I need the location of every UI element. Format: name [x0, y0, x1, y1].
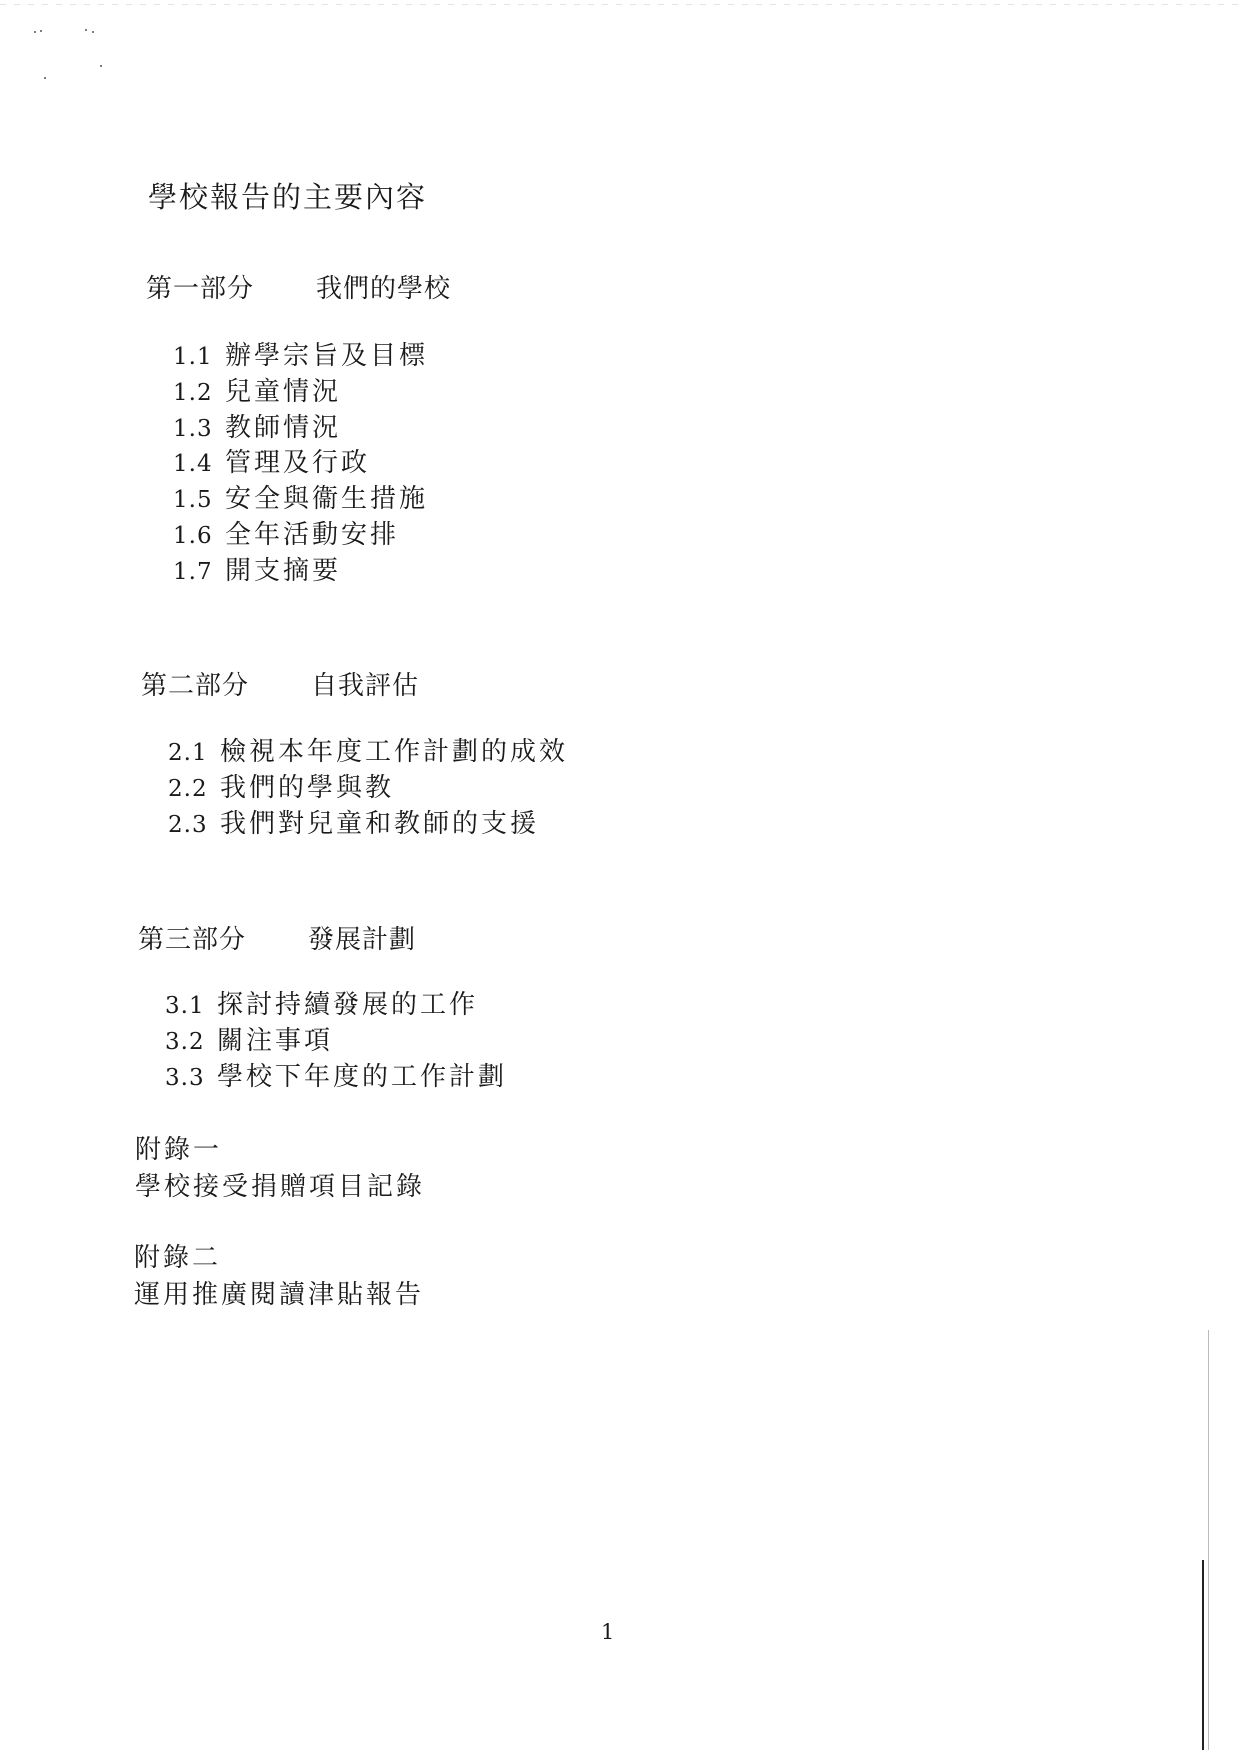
section-part-label: 第一部分 [146, 274, 255, 304]
list-item [173, 554, 428, 590]
section-heading-1 [146, 268, 451, 305]
list-item [165, 1060, 507, 1096]
item-text: 我們對兒童和教師的支援 [220, 808, 540, 839]
item-text: 安全與衞生措施 [225, 484, 429, 515]
section-3-item-list [165, 988, 507, 1095]
appendix-1 [135, 1132, 425, 1206]
item-text: 辦學宗旨及目標 [225, 341, 429, 371]
item-number: 2.1 [168, 740, 208, 766]
item-text: 關注事項 [217, 1025, 334, 1056]
list-item [173, 482, 428, 518]
section-2-item-list [168, 735, 568, 842]
section-name: 發展計劃 [308, 925, 417, 955]
list-item [168, 807, 568, 843]
scan-edge-right-faint [1208, 1330, 1209, 1750]
item-number: 1.5 [173, 487, 213, 514]
item-text: 教師情況 [225, 412, 342, 443]
item-text: 管理及行政 [225, 448, 371, 479]
list-item [168, 735, 568, 771]
section-heading-2 [141, 665, 419, 702]
item-number: 1.4 [173, 451, 213, 478]
list-item [165, 1024, 507, 1060]
section-name: 我們的學校 [316, 274, 452, 304]
list-item [168, 771, 568, 807]
item-text: 學校下年度的工作計劃 [217, 1061, 508, 1092]
section-heading-3 [138, 919, 416, 956]
list-item [173, 339, 428, 375]
item-text: 兒童情況 [225, 376, 342, 407]
appendix-title: 運用推廣閱讀津貼報告 [134, 1280, 425, 1310]
item-number: 3.3 [165, 1064, 205, 1091]
scan-specks [30, 25, 120, 95]
section-part-label: 第二部分 [141, 671, 250, 701]
list-item [173, 375, 428, 411]
scan-edge-right [1202, 1560, 1204, 1750]
item-text: 檢視本年度工作計劃的成效 [220, 737, 569, 767]
item-number: 1.6 [173, 522, 213, 549]
list-item [173, 518, 428, 554]
item-number: 1.2 [173, 379, 213, 406]
section-1-item-list [173, 339, 428, 590]
document-title: 學校報告的主要內容 [148, 180, 428, 214]
item-text: 開支摘要 [225, 555, 342, 586]
item-number: 3.1 [165, 993, 205, 1019]
item-number: 1.3 [173, 415, 213, 442]
appendix-title: 學校接受捐贈項目記錄 [135, 1172, 426, 1202]
item-text: 全年活動安排 [225, 519, 400, 550]
appendix-label: 附錄二 [134, 1243, 222, 1273]
item-number: 1.7 [173, 558, 213, 585]
scan-edge-top [0, 4, 1241, 5]
item-number: 1.1 [173, 344, 213, 370]
appendix-2 [134, 1240, 424, 1314]
appendix-label: 附錄一 [135, 1135, 223, 1165]
item-text: 我們的學與教 [220, 772, 395, 803]
list-item [173, 411, 428, 447]
page-number: 1 [601, 1620, 615, 1644]
section-name: 自我評估 [311, 671, 420, 701]
item-number: 2.3 [168, 811, 208, 838]
item-text: 探討持續發展的工作 [217, 990, 479, 1020]
list-item [165, 988, 507, 1024]
list-item [173, 446, 428, 482]
item-number: 3.2 [165, 1028, 205, 1055]
section-part-label: 第三部分 [138, 925, 247, 955]
item-number: 2.2 [168, 775, 208, 802]
